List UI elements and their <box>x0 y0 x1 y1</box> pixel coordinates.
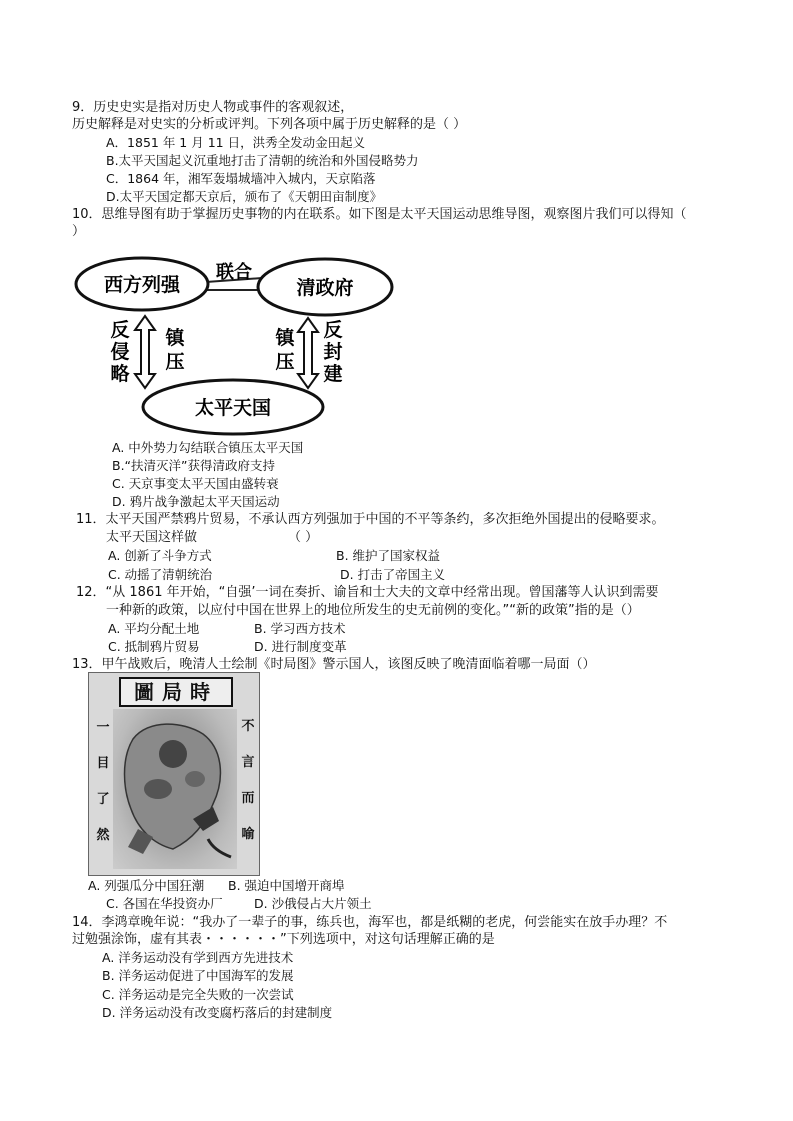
q14-option-c: C. 洋务运动是完全失败的一次尝试 <box>102 987 294 1002</box>
q11-option-a: A. 创新了斗争方式 <box>108 548 212 563</box>
q9-stem-line2: 历史解释是对史实的分析或评判。下列各项中属于历史解释的是（ ） <box>72 117 467 132</box>
poster-right-char-4: 喻 <box>241 827 255 842</box>
left-double-arrow <box>135 316 155 388</box>
q9-option-a: A．1851 年 1 月 11 日，洪秀全发动金田起义 <box>106 135 366 150</box>
q12-option-b: B. 学习西方技术 <box>254 621 346 636</box>
poster-right-char-2: 言 <box>241 755 255 770</box>
poster-left-char-4: 然 <box>96 828 110 843</box>
right-outer-char-1: 反 <box>323 319 343 341</box>
q14-stem-line1: 14．李鸿章晚年说：“我办了一辈子的事，练兵也，海军也，都是纸糊的老虎，何尝能实在放手办理？不 <box>72 915 668 930</box>
right-outer-char-2: 封 <box>323 341 343 363</box>
left-inner-char-1: 镇 <box>165 327 185 349</box>
q11-option-b: B. 维护了国家权益 <box>336 548 441 563</box>
poster-map-illustration <box>113 709 237 869</box>
q10-option-d: D. 鸦片战争激起太平天国运动 <box>112 494 280 509</box>
q13-stem-line1: 13．甲午战败后，晚清人士绘制《时局图》警示国人，该图反映了晚清面临着哪一局面（） <box>72 657 596 672</box>
right-outer-char-3: 建 <box>323 363 343 385</box>
poster-right-char-1: 不 <box>241 719 255 734</box>
poster-right-char-3: 而 <box>241 791 255 806</box>
left-outer-char-1: 反 <box>110 319 130 341</box>
q9-option-c: C．1864 年，湘军轰塌城墙冲入城内，天京陷落 <box>106 171 376 186</box>
q11-option-c: C. 动摇了清朝统治 <box>108 567 213 582</box>
q10-option-a: A. 中外势力勾结联合镇压太平天国 <box>112 440 304 455</box>
node-west-label: 西方列强 <box>103 274 181 296</box>
right-double-arrow <box>298 318 318 388</box>
poster-left-char-2: 目 <box>96 756 110 771</box>
q12-option-c: C. 抵制鸦片贸易 <box>108 639 200 654</box>
node-taiping-label: 太平天国 <box>194 397 272 419</box>
right-inner-char-1: 镇 <box>275 327 295 349</box>
q11-stem-line1: 11．太平天国严禁鸦片贸易，不承认西方列强加于中国的不平等条约，多次拒绝外国提出的侵略要求。 <box>76 512 665 527</box>
poster-left-char-3: 了 <box>96 792 110 807</box>
q12-stem-line1: 12．“从 1861 年开始，“自强’一词在奏折、谕旨和士大夫的文章中经常出现。曾国藩等人认识到需要 <box>76 585 659 600</box>
q11-answer-paren: （ ） <box>288 530 319 545</box>
q12-stem-line2: 一种新的政策，以应付中国在世界上的地位所发生的史无前例的变化。”“新的政策”指的是（） <box>106 603 640 618</box>
q14-option-b: B. 洋务运动促进了中国海军的发展 <box>102 968 294 983</box>
poster-title: 圖局時 <box>119 677 233 707</box>
q11-stem-line2: 太平天国这样做 <box>106 530 198 545</box>
q14-option-a: A. 洋务运动没有学到西方先进技术 <box>102 950 294 965</box>
q13-option-c: C. 各国在华投资办厂 <box>106 896 223 911</box>
node-qing-label: 清政府 <box>296 277 354 299</box>
q14-stem-line2: 过勉强涂饰，虚有其表・・・・・・”下列选项中，对这句话理解正确的是 <box>72 932 495 947</box>
q12-option-a: A. 平均分配土地 <box>108 621 200 636</box>
q13-option-d: D. 沙俄侵占大片领土 <box>254 896 372 911</box>
q13-option-a: A. 列强瓜分中国狂潮 <box>88 878 205 893</box>
link-top-label: 联合 <box>216 262 252 283</box>
q9-option-b: B.太平天国起义沉重地打击了清朝的统治和外国侵略势力 <box>106 153 419 168</box>
q11-option-d: D. 打击了帝国主义 <box>340 567 446 582</box>
q10-option-c: C. 天京事变太平天国由盛转衰 <box>112 476 279 491</box>
q9-option-d: D.太平天国定都天京后，颁布了《天朝田亩制度》 <box>106 189 383 204</box>
right-inner-char-2: 压 <box>275 351 295 373</box>
q14-option-d: D. 洋务运动没有改变腐朽落后的封建制度 <box>102 1005 333 1020</box>
q10-stem-line1: 10．思维导图有助于掌握历史事物的内在联系。如下图是太平天国运动思维导图，观察图片我们可以得知（ <box>72 207 687 222</box>
q10-stem-line2: ） <box>72 224 86 239</box>
left-outer-char-2: 侵 <box>110 341 130 363</box>
poster-left-char-1: 一 <box>96 720 110 735</box>
q12-option-d: D. 进行制度变革 <box>254 639 347 654</box>
q13-option-b: B. 强迫中国增开商埠 <box>228 878 345 893</box>
q9-stem-line1: 9．历史史实是指对历史人物或事件的客观叙述， <box>72 100 354 115</box>
q10-option-b: B.“扶清灭洋”获得清政府支持 <box>112 458 276 473</box>
taiping-mind-map-diagram <box>72 256 398 438</box>
left-inner-char-2: 压 <box>165 351 185 373</box>
shijutu-poster-image <box>88 672 260 876</box>
left-outer-char-3: 略 <box>110 363 130 385</box>
